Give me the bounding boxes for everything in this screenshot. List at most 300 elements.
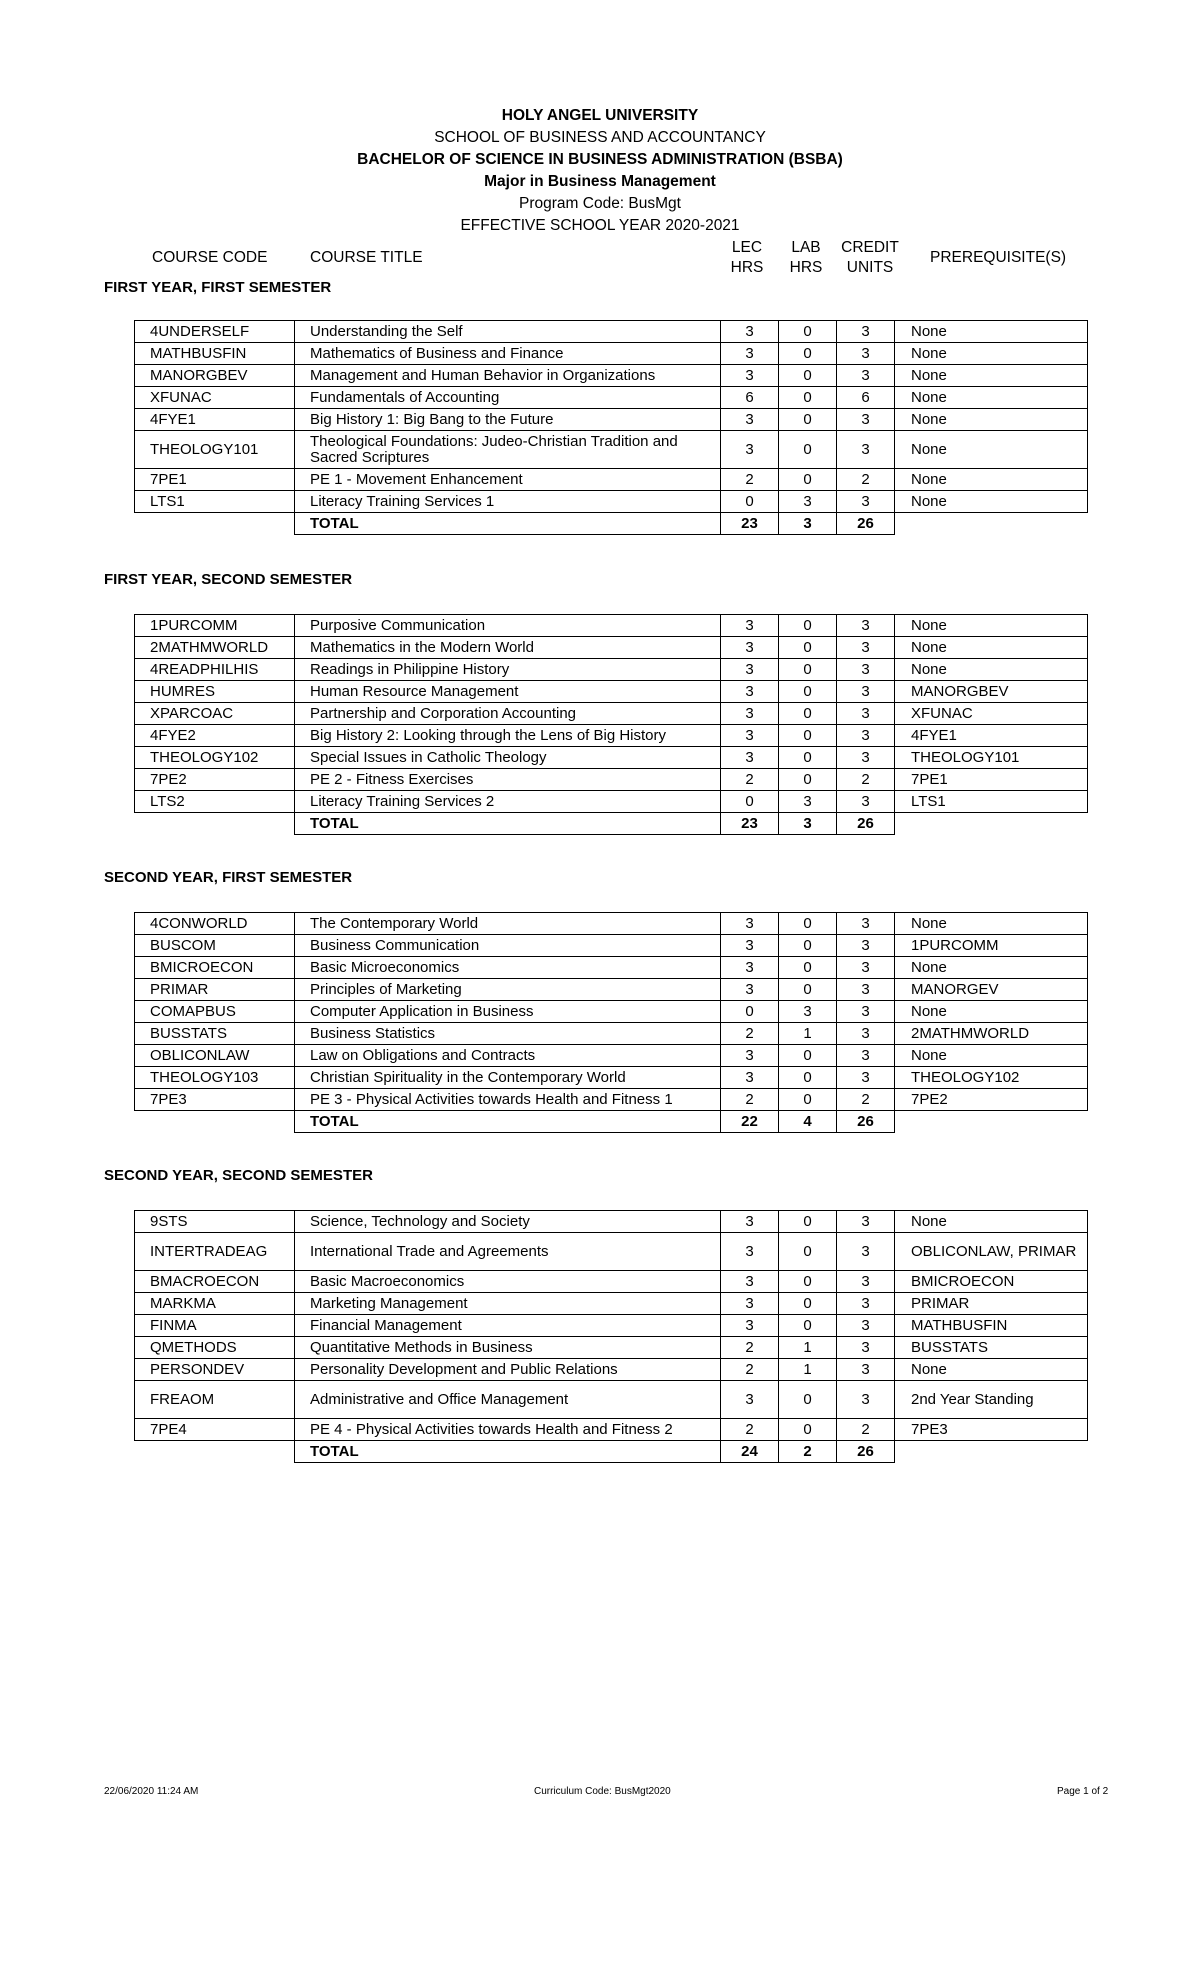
total-credit-units: 26 [837, 513, 895, 535]
lec-hrs-cell: 2 [721, 1419, 779, 1441]
total-spacer [135, 513, 295, 535]
table-row [135, 431, 1088, 469]
lec-hrs-cell: 3 [721, 747, 779, 769]
table-row [135, 491, 1088, 513]
prerequisite-cell: OBLICONLAW, PRIMAR [895, 1233, 1088, 1271]
lec-hrs-cell: 2 [721, 1337, 779, 1359]
total-label: TOTAL [295, 513, 721, 535]
course-code-cell: 1PURCOMM [135, 615, 295, 637]
table-row [135, 769, 1088, 791]
table-row [135, 913, 1088, 935]
credit-units-cell: 3 [837, 1359, 895, 1381]
lec-hrs-cell: 3 [721, 913, 779, 935]
course-title-cell: PE 3 - Physical Activities towards Health and Fitness 1 [295, 1089, 721, 1111]
lec-hrs-cell: 3 [721, 1233, 779, 1271]
prerequisite-cell: 1PURCOMM [895, 935, 1088, 957]
col-lec-hrs-label: HRS [730, 259, 764, 276]
course-title-cell: Administrative and Office Management [295, 1381, 721, 1419]
credit-units-cell: 3 [837, 1337, 895, 1359]
table-row [135, 1381, 1088, 1419]
lec-hrs-cell: 3 [721, 1381, 779, 1419]
lec-hrs-cell: 0 [721, 491, 779, 513]
credit-units-cell: 6 [837, 387, 895, 409]
course-code-cell: QMETHODS [135, 1337, 295, 1359]
course-title-cell: Literacy Training Services 2 [295, 791, 721, 813]
credit-units-cell: 3 [837, 913, 895, 935]
course-code-cell: XPARCOAC [135, 703, 295, 725]
credit-units-cell: 2 [837, 769, 895, 791]
lec-hrs-cell: 2 [721, 1089, 779, 1111]
semester-title: FIRST YEAR, FIRST SEMESTER [104, 279, 332, 296]
credit-units-cell: 3 [837, 1067, 895, 1089]
credit-units-cell: 3 [837, 321, 895, 343]
credit-units-cell: 3 [837, 979, 895, 1001]
lab-hrs-cell: 0 [779, 747, 837, 769]
lec-hrs-cell: 3 [721, 1045, 779, 1067]
footer-page-number: Page 1 of 2 [1057, 1786, 1109, 1797]
total-lec-hrs: 24 [721, 1441, 779, 1463]
table-row [135, 725, 1088, 747]
lab-hrs-cell: 0 [779, 1419, 837, 1441]
total-row [135, 1441, 1088, 1463]
col-credit-units [832, 238, 908, 278]
prerequisite-cell: THEOLOGY101 [895, 747, 1088, 769]
total-lab-hrs: 4 [779, 1111, 837, 1133]
total-row [135, 513, 1088, 535]
semester-table [134, 912, 1088, 1133]
lec-hrs-cell: 3 [721, 703, 779, 725]
course-title-cell: Christian Spirituality in the Contemporary World [295, 1067, 721, 1089]
col-units-label: UNITS [846, 259, 894, 276]
course-title-cell: Management and Human Behavior in Organizations [295, 365, 721, 387]
total-row [135, 813, 1088, 835]
total-credit-units: 26 [837, 1111, 895, 1133]
course-title-cell: Computer Application in Business [295, 1001, 721, 1023]
lab-hrs-cell: 0 [779, 431, 837, 469]
course-code-cell: 7PE4 [135, 1419, 295, 1441]
course-title-cell: Business Statistics [295, 1023, 721, 1045]
course-code-cell: 4UNDERSELF [135, 321, 295, 343]
lab-hrs-cell: 0 [779, 957, 837, 979]
course-code-cell: 4READPHILHIS [135, 659, 295, 681]
credit-units-cell: 3 [837, 1211, 895, 1233]
table-row [135, 935, 1088, 957]
semester-title: SECOND YEAR, SECOND SEMESTER [104, 1167, 373, 1184]
lec-hrs-cell: 3 [721, 979, 779, 1001]
total-spacer [135, 813, 295, 835]
lec-hrs-cell: 3 [721, 343, 779, 365]
table-row [135, 979, 1088, 1001]
lab-hrs-cell: 0 [779, 321, 837, 343]
course-code-cell: 4FYE1 [135, 409, 295, 431]
lab-hrs-cell: 0 [779, 659, 837, 681]
table-row [135, 703, 1088, 725]
course-title-cell: Theological Foundations: Judeo-Christian Tradition and Sacred Scriptures [295, 431, 721, 469]
course-title-cell: Science, Technology and Society [295, 1211, 721, 1233]
semester-table [134, 1210, 1088, 1463]
total-lec-hrs: 22 [721, 1111, 779, 1133]
lec-hrs-cell: 2 [721, 769, 779, 791]
course-title-cell: Mathematics in the Modern World [295, 637, 721, 659]
lec-hrs-cell: 3 [721, 957, 779, 979]
total-row [135, 1111, 1088, 1133]
prerequisite-cell: None [895, 957, 1088, 979]
lab-hrs-cell: 0 [779, 409, 837, 431]
col-course-code: COURSE CODE [152, 249, 268, 266]
table-row [135, 1067, 1088, 1089]
table-row [135, 1315, 1088, 1337]
table-row [135, 1271, 1088, 1293]
credit-units-cell: 3 [837, 1293, 895, 1315]
semester-title: SECOND YEAR, FIRST SEMESTER [104, 869, 353, 886]
footer-curriculum-code: Curriculum Code: BusMgt2020 [534, 1786, 671, 1797]
course-code-cell: 7PE2 [135, 769, 295, 791]
course-title-cell: Quantitative Methods in Business [295, 1337, 721, 1359]
col-lab-hrs-label: HRS [789, 259, 823, 276]
course-title-cell: Big History 2: Looking through the Lens of Big History [295, 725, 721, 747]
course-title-cell: Understanding the Self [295, 321, 721, 343]
lab-hrs-cell: 1 [779, 1359, 837, 1381]
credit-units-cell: 3 [837, 681, 895, 703]
course-code-cell: 7PE1 [135, 469, 295, 491]
table-row [135, 343, 1088, 365]
col-lab-label: LAB [791, 239, 821, 256]
lab-hrs-cell: 1 [779, 1337, 837, 1359]
course-title-cell: Partnership and Corporation Accounting [295, 703, 721, 725]
credit-units-cell: 3 [837, 1045, 895, 1067]
lab-hrs-cell: 0 [779, 637, 837, 659]
prerequisite-cell: 2nd Year Standing [895, 1381, 1088, 1419]
lab-hrs-cell: 0 [779, 979, 837, 1001]
course-code-cell: 9STS [135, 1211, 295, 1233]
prerequisite-cell: None [895, 365, 1088, 387]
prerequisite-cell: MANORGBEV [895, 681, 1088, 703]
col-lec-label: LEC [731, 239, 763, 256]
credit-units-cell: 3 [837, 409, 895, 431]
credit-units-cell: 3 [837, 1271, 895, 1293]
course-code-cell: BUSCOM [135, 935, 295, 957]
course-code-cell: BUSSTATS [135, 1023, 295, 1045]
prerequisite-cell: None [895, 409, 1088, 431]
total-spacer [895, 813, 1088, 835]
lab-hrs-cell: 0 [779, 1067, 837, 1089]
lec-hrs-cell: 3 [721, 1293, 779, 1315]
prerequisite-cell: None [895, 1045, 1088, 1067]
course-code-cell: 7PE3 [135, 1089, 295, 1111]
table-row [135, 957, 1088, 979]
prerequisite-cell: None [895, 469, 1088, 491]
table-row [135, 681, 1088, 703]
course-title-cell: Personality Development and Public Relations [295, 1359, 721, 1381]
course-code-cell: LTS1 [135, 491, 295, 513]
course-code-cell: LTS2 [135, 791, 295, 813]
course-code-cell: 4FYE2 [135, 725, 295, 747]
school-name: SCHOOL OF BUSINESS AND ACCOUNTANCY [434, 129, 766, 146]
table-row [135, 1211, 1088, 1233]
course-code-cell: MANORGBEV [135, 365, 295, 387]
table-row [135, 1001, 1088, 1023]
course-code-cell: OBLICONLAW [135, 1045, 295, 1067]
lab-hrs-cell: 0 [779, 1233, 837, 1271]
credit-units-cell: 3 [837, 1381, 895, 1419]
course-code-cell: PERSONDEV [135, 1359, 295, 1381]
course-title-cell: Literacy Training Services 1 [295, 491, 721, 513]
prerequisite-cell: XFUNAC [895, 703, 1088, 725]
total-credit-units: 26 [837, 1441, 895, 1463]
course-title-cell: PE 4 - Physical Activities towards Health and Fitness 2 [295, 1419, 721, 1441]
col-credit-label: CREDIT [841, 239, 899, 256]
major-name: Major in Business Management [484, 173, 716, 190]
course-code-cell: THEOLOGY102 [135, 747, 295, 769]
course-title-cell: Purposive Communication [295, 615, 721, 637]
lab-hrs-cell: 0 [779, 1045, 837, 1067]
prerequisite-cell: MATHBUSFIN [895, 1315, 1088, 1337]
total-spacer [895, 1441, 1088, 1463]
course-title-cell: The Contemporary World [295, 913, 721, 935]
lec-hrs-cell: 3 [721, 1067, 779, 1089]
course-code-cell: FREAOM [135, 1381, 295, 1419]
course-title-cell: Law on Obligations and Contracts [295, 1045, 721, 1067]
prerequisite-cell: None [895, 1211, 1088, 1233]
program-code: Program Code: BusMgt [519, 195, 681, 212]
total-lab-hrs: 3 [779, 813, 837, 835]
table-row [135, 659, 1088, 681]
credit-units-cell: 3 [837, 431, 895, 469]
prerequisite-cell: THEOLOGY102 [895, 1067, 1088, 1089]
credit-units-cell: 3 [837, 1233, 895, 1271]
lab-hrs-cell: 0 [779, 1211, 837, 1233]
table-row [135, 1233, 1088, 1271]
prerequisite-cell: LTS1 [895, 791, 1088, 813]
table-row [135, 1419, 1088, 1441]
lec-hrs-cell: 3 [721, 365, 779, 387]
table-row [135, 1045, 1088, 1067]
prerequisite-cell: 7PE1 [895, 769, 1088, 791]
prerequisite-cell: 4FYE1 [895, 725, 1088, 747]
course-code-cell: FINMA [135, 1315, 295, 1337]
course-code-cell: MARKMA [135, 1293, 295, 1315]
lec-hrs-cell: 3 [721, 659, 779, 681]
lec-hrs-cell: 2 [721, 1359, 779, 1381]
lab-hrs-cell: 3 [779, 1001, 837, 1023]
lab-hrs-cell: 0 [779, 703, 837, 725]
total-spacer [895, 513, 1088, 535]
lab-hrs-cell: 0 [779, 1271, 837, 1293]
prerequisite-cell: None [895, 321, 1088, 343]
course-title-cell: Basic Microeconomics [295, 957, 721, 979]
credit-units-cell: 3 [837, 615, 895, 637]
col-course-title: COURSE TITLE [310, 249, 423, 266]
col-prerequisites: PREREQUISITE(S) [930, 249, 1067, 266]
course-title-cell: Special Issues in Catholic Theology [295, 747, 721, 769]
course-code-cell: THEOLOGY103 [135, 1067, 295, 1089]
lec-hrs-cell: 3 [721, 431, 779, 469]
course-title-cell: International Trade and Agreements [295, 1233, 721, 1271]
prerequisite-cell: 7PE3 [895, 1419, 1088, 1441]
prerequisite-cell: 2MATHMWORLD [895, 1023, 1088, 1045]
credit-units-cell: 3 [837, 747, 895, 769]
course-code-cell: BMICROECON [135, 957, 295, 979]
prerequisite-cell: MANORGEV [895, 979, 1088, 1001]
table-row [135, 1359, 1088, 1381]
table-row [135, 1337, 1088, 1359]
course-code-cell: INTERTRADEAG [135, 1233, 295, 1271]
total-label: TOTAL [295, 813, 721, 835]
lab-hrs-cell: 0 [779, 913, 837, 935]
course-title-cell: Principles of Marketing [295, 979, 721, 1001]
course-code-cell: MATHBUSFIN [135, 343, 295, 365]
prerequisite-cell: None [895, 387, 1088, 409]
credit-units-cell: 3 [837, 365, 895, 387]
footer-date: 22/06/2020 11:24 AM [104, 1786, 199, 1797]
lec-hrs-cell: 6 [721, 387, 779, 409]
lec-hrs-cell: 3 [721, 1211, 779, 1233]
table-row [135, 469, 1088, 491]
course-title-cell: Marketing Management [295, 1293, 721, 1315]
table-row [135, 615, 1088, 637]
credit-units-cell: 3 [837, 491, 895, 513]
total-spacer [135, 1441, 295, 1463]
prerequisite-cell: None [895, 615, 1088, 637]
total-label: TOTAL [295, 1441, 721, 1463]
prerequisite-cell: BUSSTATS [895, 1337, 1088, 1359]
semester-table [134, 614, 1088, 835]
col-lec-hrs [725, 238, 769, 278]
lab-hrs-cell: 0 [779, 365, 837, 387]
semester-table [134, 320, 1088, 535]
table-row [135, 791, 1088, 813]
course-title-cell: Mathematics of Business and Finance [295, 343, 721, 365]
lec-hrs-cell: 3 [721, 1315, 779, 1337]
lab-hrs-cell: 0 [779, 1293, 837, 1315]
lec-hrs-cell: 3 [721, 935, 779, 957]
course-title-cell: Big History 1: Big Bang to the Future [295, 409, 721, 431]
prerequisite-cell: 7PE2 [895, 1089, 1088, 1111]
table-row [135, 1023, 1088, 1045]
total-spacer [135, 1111, 295, 1133]
credit-units-cell: 3 [837, 791, 895, 813]
lec-hrs-cell: 3 [721, 409, 779, 431]
lab-hrs-cell: 0 [779, 769, 837, 791]
course-title-cell: Human Resource Management [295, 681, 721, 703]
prerequisite-cell: None [895, 1359, 1088, 1381]
lec-hrs-cell: 3 [721, 681, 779, 703]
table-row [135, 747, 1088, 769]
prerequisite-cell: PRIMAR [895, 1293, 1088, 1315]
credit-units-cell: 3 [837, 935, 895, 957]
credit-units-cell: 3 [837, 343, 895, 365]
prerequisite-cell: None [895, 659, 1088, 681]
lab-hrs-cell: 3 [779, 491, 837, 513]
table-row [135, 1293, 1088, 1315]
table-row [135, 637, 1088, 659]
credit-units-cell: 3 [837, 1001, 895, 1023]
credit-units-cell: 3 [837, 703, 895, 725]
lab-hrs-cell: 0 [779, 343, 837, 365]
semester-title: FIRST YEAR, SECOND SEMESTER [104, 571, 353, 588]
prerequisite-cell: None [895, 913, 1088, 935]
prerequisite-cell: None [895, 431, 1088, 469]
total-credit-units: 26 [837, 813, 895, 835]
prerequisite-cell: None [895, 637, 1088, 659]
lab-hrs-cell: 0 [779, 387, 837, 409]
table-row [135, 387, 1088, 409]
degree-name: BACHELOR OF SCIENCE IN BUSINESS ADMINISTRATION (BSBA) [357, 151, 843, 168]
lab-hrs-cell: 0 [779, 1089, 837, 1111]
credit-units-cell: 2 [837, 1089, 895, 1111]
effective-year: EFFECTIVE SCHOOL YEAR 2020-2021 [460, 217, 740, 234]
lec-hrs-cell: 3 [721, 321, 779, 343]
credit-units-cell: 2 [837, 469, 895, 491]
lec-hrs-cell: 3 [721, 1271, 779, 1293]
course-code-cell: THEOLOGY101 [135, 431, 295, 469]
course-title-cell: PE 2 - Fitness Exercises [295, 769, 721, 791]
table-row [135, 365, 1088, 387]
total-lab-hrs: 2 [779, 1441, 837, 1463]
lec-hrs-cell: 0 [721, 1001, 779, 1023]
course-title-cell: Readings in Philippine History [295, 659, 721, 681]
lec-hrs-cell: 2 [721, 469, 779, 491]
lab-hrs-cell: 0 [779, 615, 837, 637]
course-code-cell: COMAPBUS [135, 1001, 295, 1023]
university-name: HOLY ANGEL UNIVERSITY [501, 107, 699, 124]
prerequisite-cell: None [895, 343, 1088, 365]
credit-units-cell: 2 [837, 1419, 895, 1441]
col-lab-hrs [784, 238, 828, 278]
table-row [135, 321, 1088, 343]
credit-units-cell: 3 [837, 725, 895, 747]
lab-hrs-cell: 3 [779, 791, 837, 813]
course-code-cell: BMACROECON [135, 1271, 295, 1293]
prerequisite-cell: None [895, 1001, 1088, 1023]
credit-units-cell: 3 [837, 659, 895, 681]
lab-hrs-cell: 0 [779, 1315, 837, 1337]
lec-hrs-cell: 3 [721, 615, 779, 637]
total-lab-hrs: 3 [779, 513, 837, 535]
lec-hrs-cell: 3 [721, 725, 779, 747]
lab-hrs-cell: 0 [779, 935, 837, 957]
course-title-cell: Basic Macroeconomics [295, 1271, 721, 1293]
credit-units-cell: 3 [837, 637, 895, 659]
prerequisite-cell: BMICROECON [895, 1271, 1088, 1293]
lab-hrs-cell: 0 [779, 469, 837, 491]
course-code-cell: PRIMAR [135, 979, 295, 1001]
total-lec-hrs: 23 [721, 513, 779, 535]
course-title-cell: Fundamentals of Accounting [295, 387, 721, 409]
course-code-cell: XFUNAC [135, 387, 295, 409]
lec-hrs-cell: 2 [721, 1023, 779, 1045]
table-row [135, 409, 1088, 431]
total-spacer [895, 1111, 1088, 1133]
credit-units-cell: 3 [837, 1315, 895, 1337]
credit-units-cell: 3 [837, 957, 895, 979]
course-title-cell: Business Communication [295, 935, 721, 957]
course-title-cell: PE 1 - Movement Enhancement [295, 469, 721, 491]
lab-hrs-cell: 0 [779, 681, 837, 703]
lab-hrs-cell: 1 [779, 1023, 837, 1045]
prerequisite-cell: None [895, 491, 1088, 513]
total-lec-hrs: 23 [721, 813, 779, 835]
lab-hrs-cell: 0 [779, 1381, 837, 1419]
course-code-cell: 4CONWORLD [135, 913, 295, 935]
course-code-cell: HUMRES [135, 681, 295, 703]
lab-hrs-cell: 0 [779, 725, 837, 747]
course-title-cell: Financial Management [295, 1315, 721, 1337]
table-row [135, 1089, 1088, 1111]
course-code-cell: 2MATHMWORLD [135, 637, 295, 659]
lec-hrs-cell: 0 [721, 791, 779, 813]
total-label: TOTAL [295, 1111, 721, 1133]
